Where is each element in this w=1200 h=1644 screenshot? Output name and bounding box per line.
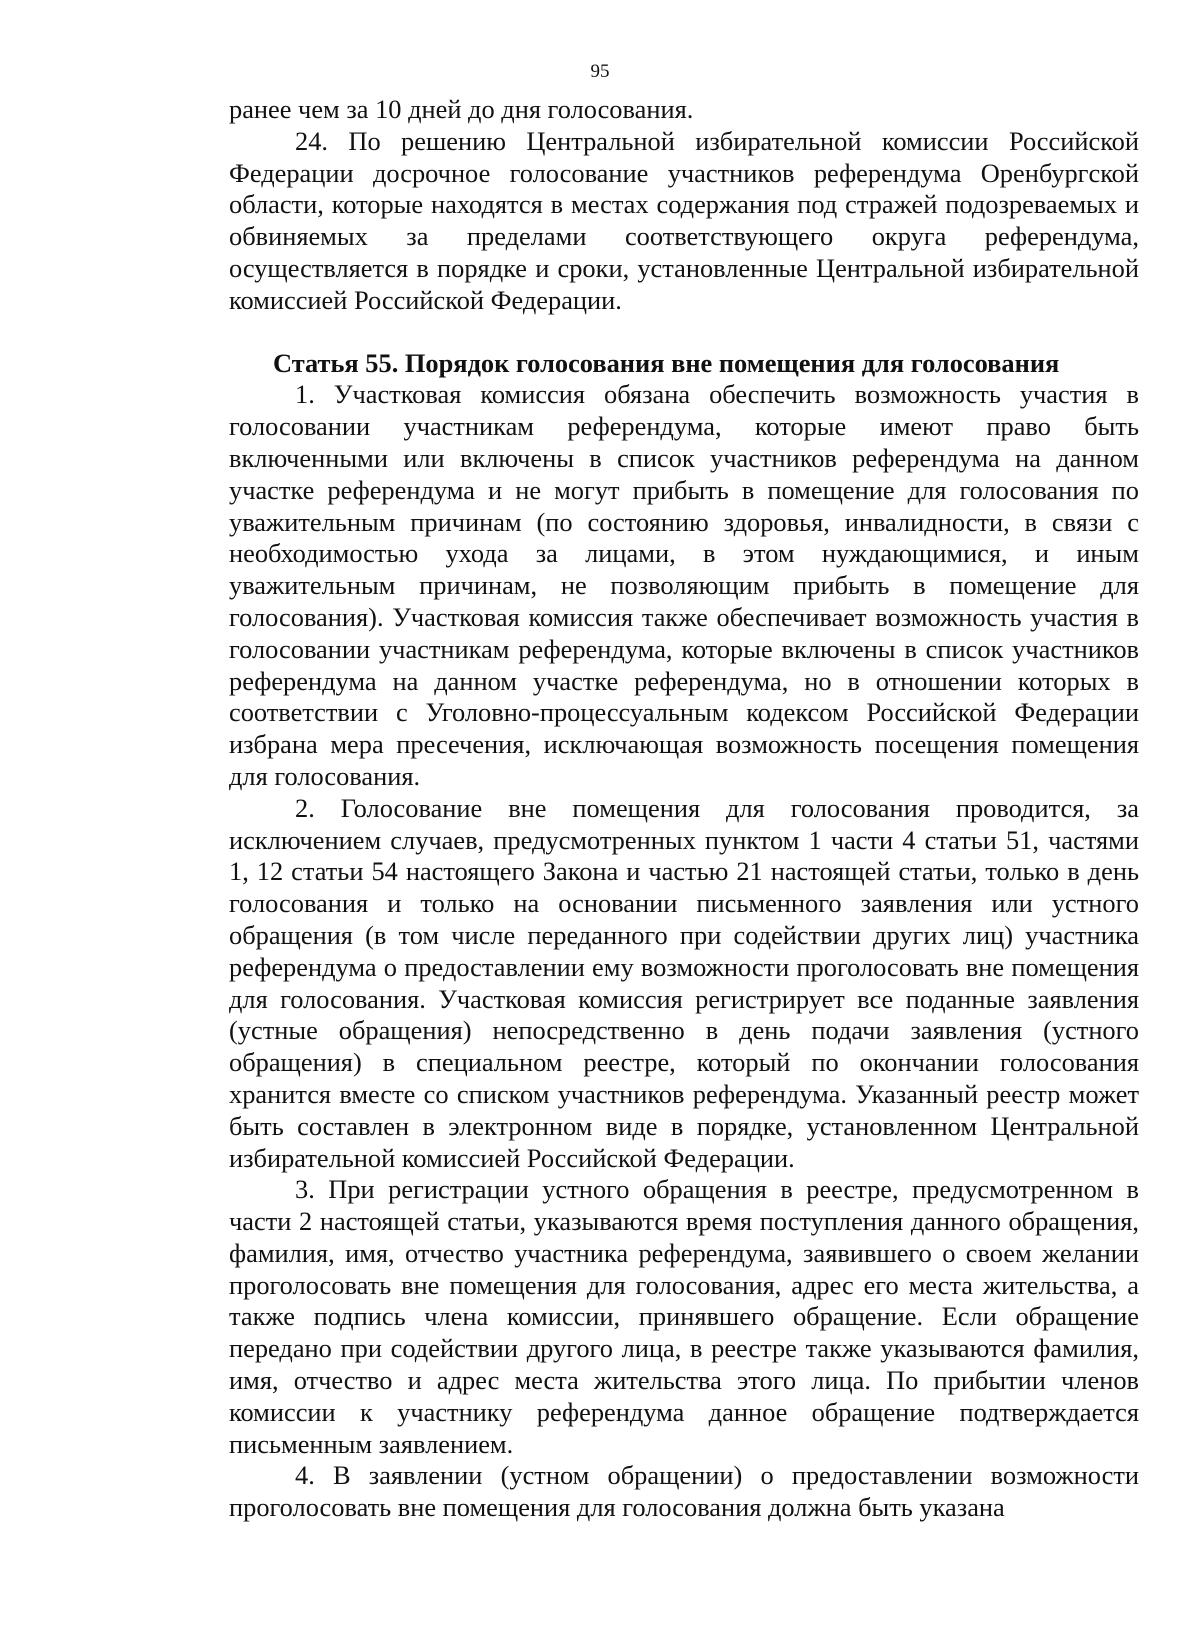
page-number: 95 — [590, 61, 610, 82]
paragraph-continuation: ранее чем за 10 дней до дня голосования. — [229, 94, 694, 124]
paragraph-item-1: 1. Участковая комиссия обязана обеспечить возможность участия в голосовании участникам референдума, которые имеют право быть включенными или включены в список участников референдума на данном участке референдума и не могут прибыть в помещение для голосования по уважительным причинам (по состоянию здоровья, инвалидности, в связи с необходимостью ухода за лицами, в этом нуждающимися, и иным уважительным причинам, не позволяющим прибыть в помещение для голосования). Участковая комиссия также обеспечивает возможность участия в голосовании участникам референдума, которые включены в список участников референдума на данном участке референдума, но в отношении которых в соответствии с Уголовно-процессуальным кодексом Российской Федерации избрана мера пресечения, исключающая возможность посещения помещения для голосования. — [229, 379, 1139, 791]
paragraph-item-24: 24. По решению Центральной избирательной комиссии Российской Федерации досрочное голосование участников референдума Оренбургской области, которые находятся в местах содержания под стражей подозреваемых и обвиняемых за пределами соответствующего округа референдума, осуществляется в порядке и сроки, установленные Центральной избирательной комиссией Российской Федерации. — [229, 125, 1139, 315]
paragraph-item-3: 3. При регистрации устного обращения в реестре, предусмотренном в части 2 настоящей статьи, указываются время поступления данного обращения, фамилия, имя, отчество участника референдума, заявившего о своем желании проголосовать вне помещения для голосования, адрес его места жительства, а также подпись члена комиссии, принявшего обращение. Если обращение передано при содействии другого лица, в реестре также указываются фамилия, имя, отчество и адрес места жительства этого лица. По прибытии членов комиссии к участнику референдума данное обращение подтверждается письменным заявлением. — [229, 1174, 1139, 1459]
paragraph-item-4: 4. В заявлении (устном обращении) о предоставлении возможности проголосовать вне помещения для голосования должна быть указана — [229, 1460, 1139, 1523]
article-heading: Статья 55. Порядок голосования вне помещения для голосования — [273, 347, 1060, 378]
document-body — [229, 94, 1139, 1524]
paragraph-item-2: 2. Голосование вне помещения для голосования проводится, за исключением случаев, предусмотренных пунктом 1 части 4 статьи 51, частями 1, 12 статьи 54 настоящего Закона и частью 21 настоящей статьи, только в день голосования и только на основании письменного заявления или устного обращения (в том числе переданного при содействии других лиц) участника референдума о предоставлении ему возможности проголосовать вне помещения для голосования. Участковая комиссия регистрирует все поданные заявления (устные обращения) непосредственно в день подачи заявления (устного обращения) в специальном реестре, который по окончании голосования хранится вместе со списком участников референдума. Указанный реестр может быть составлен в электронном виде в порядке, установленном Центральной избирательной комиссией Российской Федерации. — [229, 792, 1139, 1173]
